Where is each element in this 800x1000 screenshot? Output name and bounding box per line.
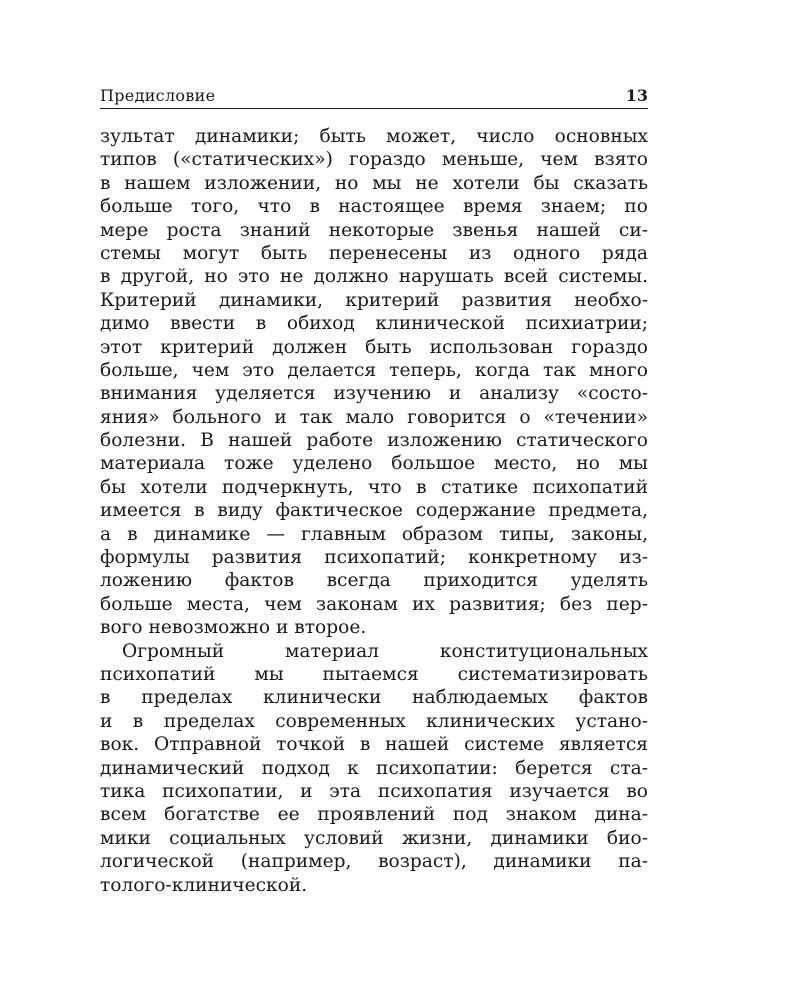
text-line: этот критерий должен быть использован гораздо — [100, 336, 648, 358]
text-line: типов («статических») гораздо меньше, чем взято — [100, 149, 648, 171]
text-line: толого-клинической. — [100, 874, 308, 896]
text-line: тика психопатии, и эта психопатия изучается во — [100, 780, 648, 802]
text-line: в пределах клинически наблюдаемых фактов — [100, 687, 648, 709]
text-line: имеется в виду фактическое содержание предмета, — [100, 500, 648, 522]
text-line: болезни. В нашей работе изложению статического — [100, 430, 648, 452]
text-line: логической (например, возраст), динамики па- — [100, 851, 648, 873]
text-line: внимания уделяется изучению и анализу «состо- — [100, 383, 648, 405]
text-line: и в пределах современных клинических устано- — [100, 710, 648, 732]
text-line: ложению фактов всегда приходится уделять — [100, 570, 648, 592]
text-line: формулы развития психопатий; конкретному из- — [100, 547, 648, 569]
text-line: психопатий мы пытаемся систематизировать — [100, 663, 648, 685]
section-title: Предисловие — [100, 86, 216, 105]
text-line: динамический подход к психопатии: берется ста- — [100, 757, 648, 779]
text-line: мики социальных условий жизни, динамики био- — [100, 827, 648, 849]
page-number: 13 — [625, 86, 648, 105]
text-line: Критерий динамики, критерий развития необхо- — [100, 289, 648, 311]
text-line: Огромный материал конституциональных — [122, 640, 648, 662]
text-line: материала тоже уделено большое место, но мы — [100, 453, 648, 475]
text-line: димо ввести в обиход клинической психиатрии; — [100, 313, 648, 335]
text-line: бы хотели подчеркнуть, что в статике психопатий — [100, 476, 648, 498]
text-line: больше места, чем законам их развития; без пер- — [100, 593, 648, 615]
text-line: стемы могут быть перенесены из одного ряда — [100, 242, 648, 264]
text-line: зультат динамики; быть может, число основных — [100, 126, 648, 147]
text-line: яния» больного и так мало говорится о «течении» — [100, 406, 648, 428]
running-header — [100, 86, 648, 108]
text-line: всем богатстве ее проявлений под знаком дина- — [100, 804, 648, 826]
text-line: вого невозможно и второе. — [100, 617, 367, 639]
header-rule — [100, 108, 648, 109]
text-line: в нашем изложении, но мы не хотели бы сказать — [100, 172, 648, 194]
text-line: больше того, что в настоящее время знаем; по — [100, 196, 648, 218]
text-line: вок. Отправной точкой в нашей системе является — [100, 734, 648, 756]
book-page — [100, 0, 648, 1000]
text-line: мере роста знаний некоторые звенья нашей си- — [100, 219, 648, 241]
text-line: больше, чем это делается теперь, когда так много — [100, 359, 648, 381]
text-line: а в динамике — главным образом типы, законы, — [100, 523, 648, 545]
text-line: в другой, но это не должно нарушать всей системы. — [100, 266, 648, 288]
body-text — [100, 125, 648, 897]
